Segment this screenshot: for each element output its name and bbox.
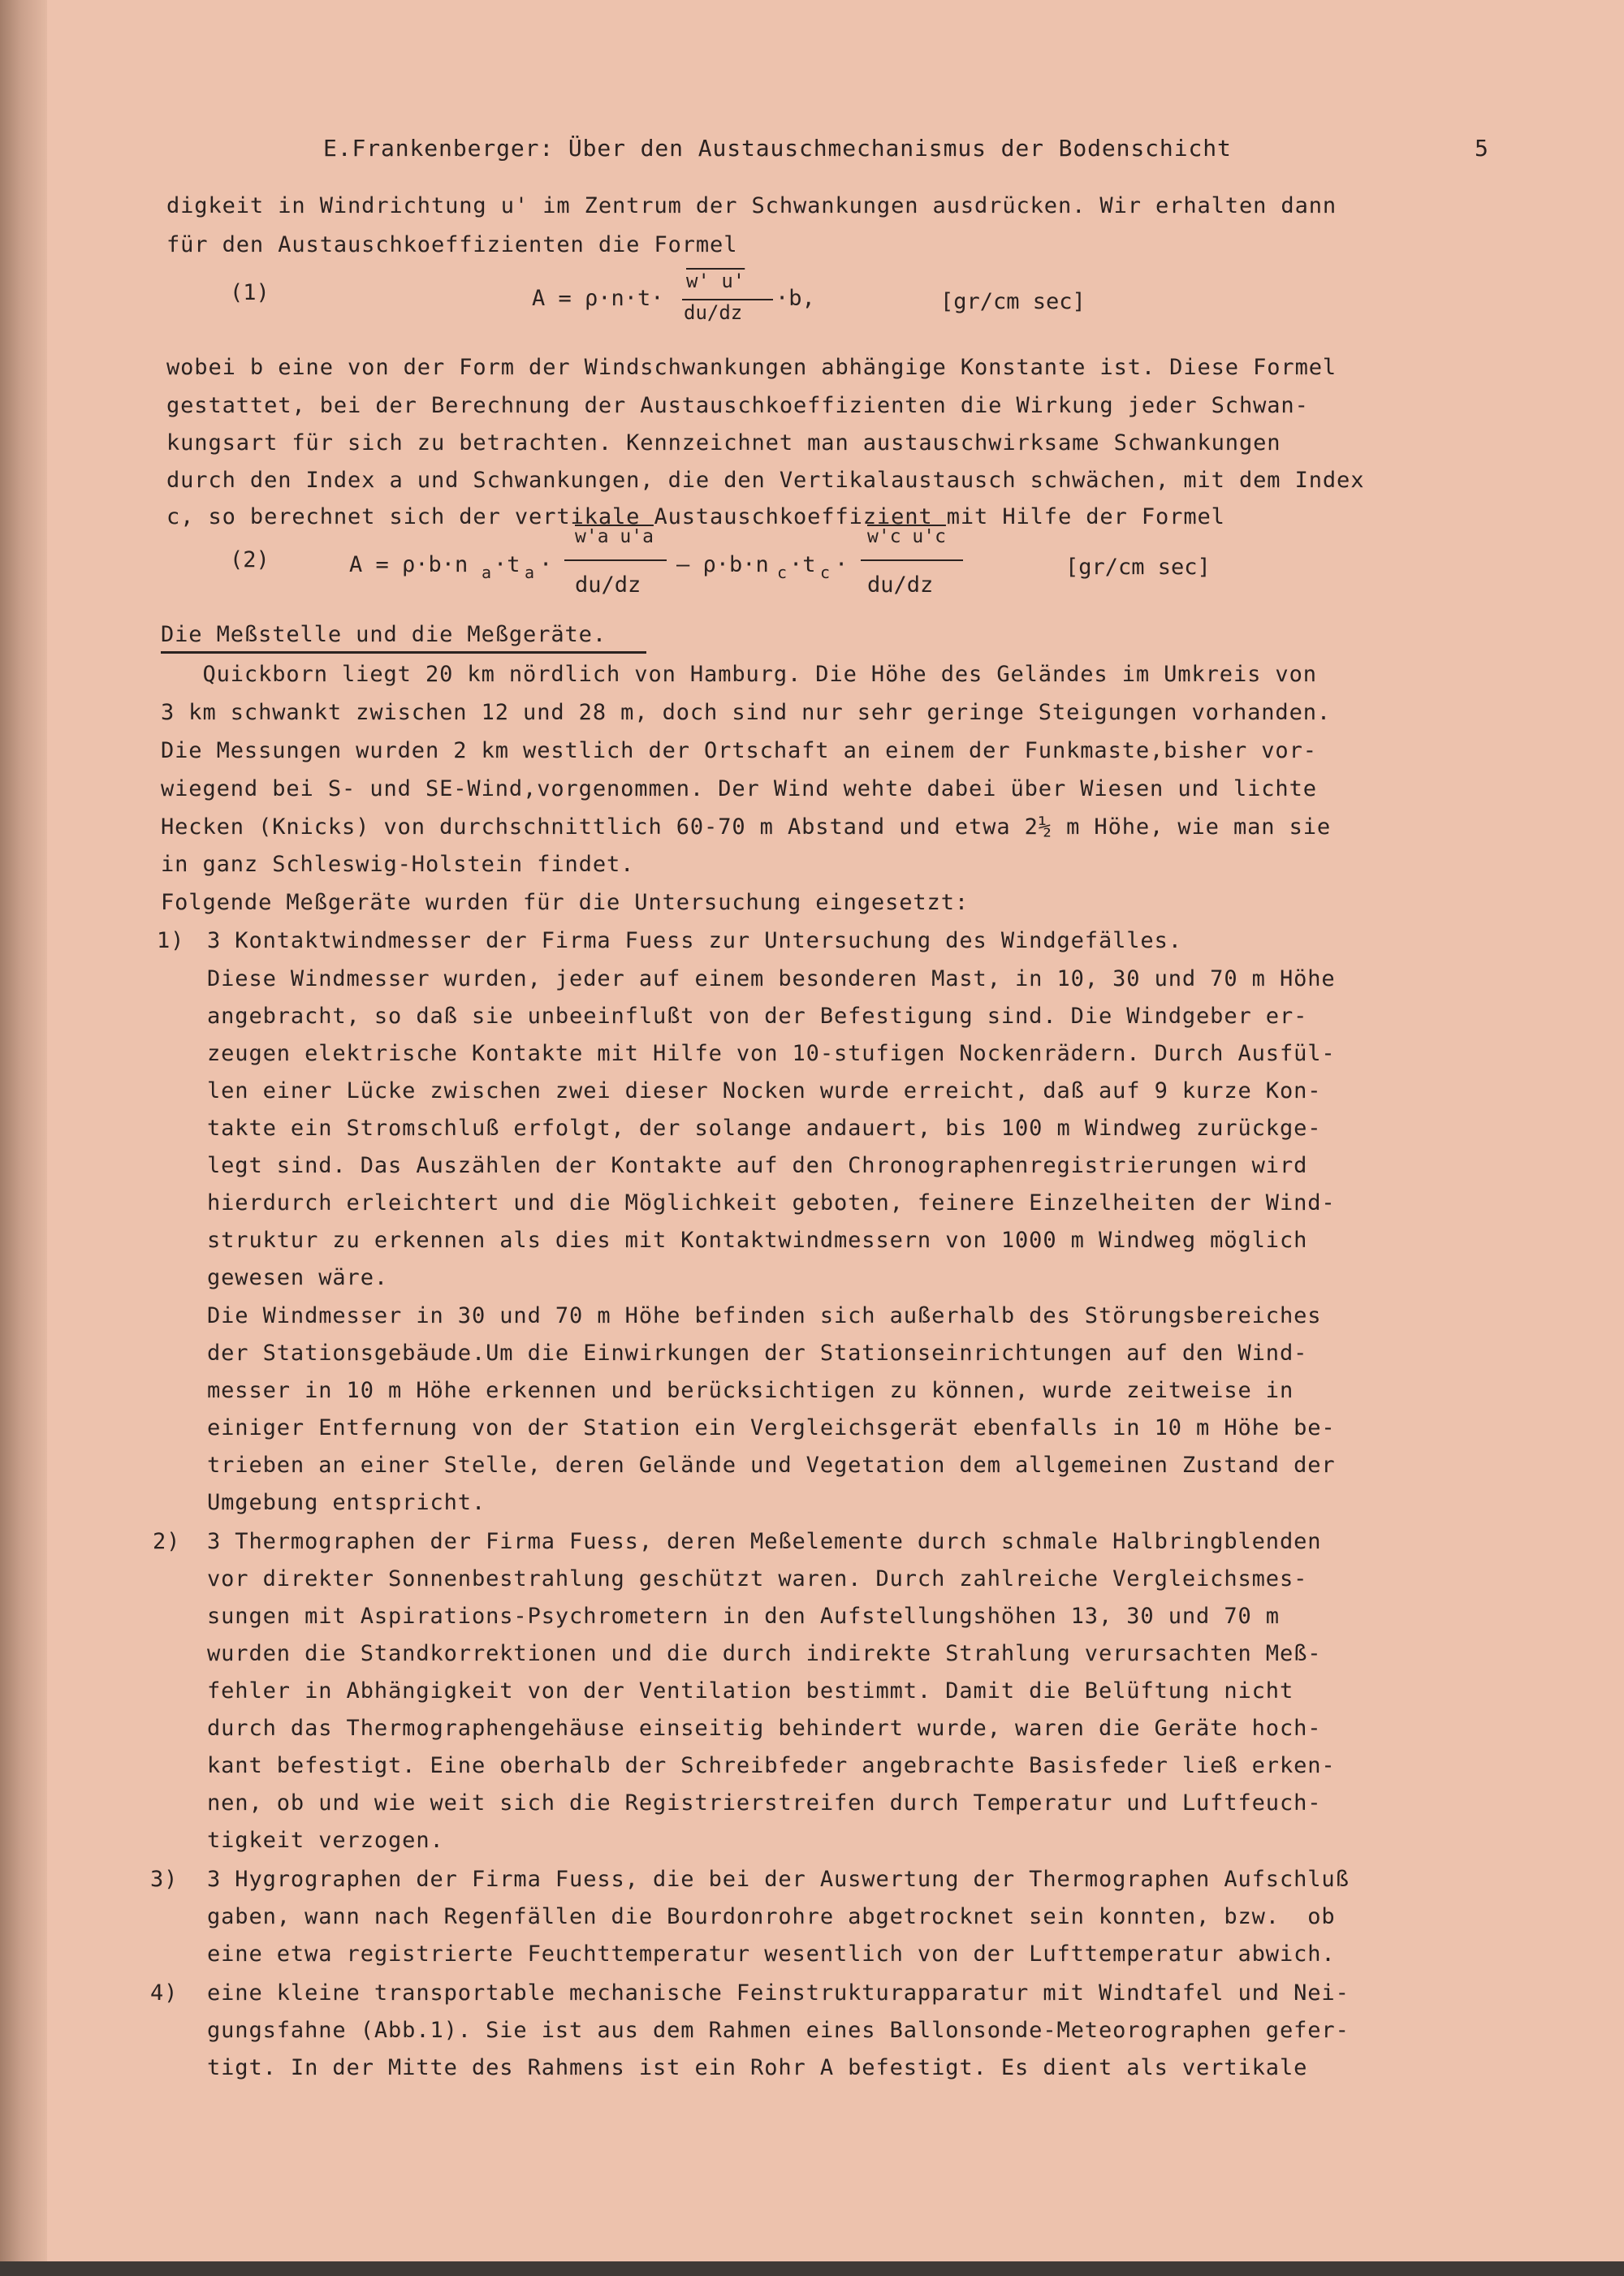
body-line: Quickborn liegt 20 km nördlich von Hamburg. Die Höhe des Geländes im Umkreis von: [161, 662, 1317, 687]
formula-2-fraction-bar-a: [564, 559, 667, 561]
list-line: kant befestigt. Eine oberhalb der Schreibfeder angebrachte Basisfeder ließ erken-: [207, 1753, 1336, 1778]
list-line: vor direkter Sonnenbestrahlung geschützt waren. Durch zahlreiche Vergleichsmes-: [207, 1566, 1308, 1591]
page-binding-edge: [0, 0, 47, 2276]
running-title: E.Frankenberger: Über den Austauschmechanismus der Bodenschicht: [323, 135, 1232, 162]
body-line: 3 km schwankt zwischen 12 und 28 m, doch sind nur sehr geringe Steigungen vorhanden.: [161, 700, 1332, 725]
list-line: der Stationsgebäude.Um die Einwirkungen der Stationseinrichtungen auf den Wind-: [207, 1341, 1308, 1366]
formula-2-dot: ·: [835, 552, 849, 577]
formula-1-tail: ·b,: [775, 286, 815, 311]
formula-2-t: ·t: [789, 552, 816, 577]
section-heading: Die Meßstelle und die Meßgeräte.: [161, 622, 607, 647]
section-heading-underline: [161, 651, 646, 654]
list-marker: 3): [150, 1867, 179, 1892]
list-line: tigt. In der Mitte des Rahmens ist ein Rohr A befestigt. Es dient als vertikale: [207, 2055, 1308, 2080]
list-marker: 4): [150, 1980, 179, 2006]
list-line: tigkeit verzogen.: [207, 1828, 444, 1853]
list-line: gewesen wäre.: [207, 1265, 389, 1290]
list-line: einiger Entfernung von der Station ein Vergleichsgerät ebenfalls in 10 m Höhe be-: [207, 1415, 1336, 1440]
list-line: takte ein Stromschluß erfolgt, der solange andauert, bis 100 m Windweg zurückge-: [207, 1116, 1322, 1141]
list-line: zeugen elektrische Kontakte mit Hilfe von 10-stufigen Nockenrädern. Durch Ausfül-: [207, 1041, 1336, 1066]
formula-1-unit: [gr/cm sec]: [940, 289, 1086, 314]
list-line: eine kleine transportable mechanische Feinstrukturapparatur mit Windtafel und Nei-: [207, 1980, 1350, 2006]
list-line: eine etwa registrierte Feuchttemperatur wesentlich von der Lufttemperatur abwich.: [207, 1941, 1336, 1967]
formula-1-number: (1): [230, 280, 270, 305]
body-line: kungsart für sich zu betrachten. Kennzeichnet man austauschwirksame Schwankungen: [166, 430, 1281, 456]
list-line: messer in 10 m Höhe erkennen und berücksichtigen zu können, wurde zeitweise in: [207, 1378, 1294, 1403]
formula-2-subscript: c: [820, 563, 831, 582]
formula-2-minus-term: – ρ·b·n: [676, 552, 769, 577]
formula-1-denominator: du/dz: [684, 301, 743, 324]
list-line: trieben an einer Stelle, deren Gelände und Vegetation dem allgemeinen Zustand der: [207, 1453, 1336, 1478]
body-line: wobei b eine von der Form der Windschwankungen abhängige Konstante ist. Diese Formel: [166, 355, 1337, 380]
body-line: Hecken (Knicks) von durchschnittlich 60-70 m Abstand und etwa 2½ m Höhe, wie man sie: [161, 814, 1332, 840]
list-marker: 1): [157, 928, 185, 953]
list-line: Diese Windmesser wurden, jeder auf einem besonderen Mast, in 10, 30 und 70 m Höhe: [207, 966, 1336, 991]
body-line: c, so berechnet sich der vertikale Austauschkoeffizient mit Hilfe der Formel: [166, 504, 1225, 529]
body-line: Die Messungen wurden 2 km westlich der Ortschaft an einem der Funkmaste,bisher vor-: [161, 738, 1317, 763]
list-line: 3 Hygrographen der Firma Fuess, die bei der Auswertung der Thermographen Aufschluß: [207, 1867, 1350, 1892]
formula-2-denominator-c: du/dz: [867, 572, 934, 598]
body-line: wiegend bei S- und SE-Wind,vorgenommen. Der Wind wehte dabei über Wiesen und lichte: [161, 776, 1317, 801]
formula-2-fraction-bar-c: [861, 559, 963, 561]
list-line: gungsfahne (Abb.1). Sie ist aus dem Rahmen eines Ballonsonde-Meteorographen gefer-: [207, 2018, 1350, 2043]
formula-2-unit: [gr/cm sec]: [1065, 555, 1211, 580]
formula-2-lhs: A = ρ·b·n: [349, 552, 469, 577]
list-line: nen, ob und wie weit sich die Registrierstreifen durch Temperatur und Luftfeuch-: [207, 1790, 1322, 1816]
list-line: fehler in Abhängigkeit von der Ventilation bestimmt. Damit die Belüftung nicht: [207, 1678, 1294, 1704]
formula-2-numerator-c: w'c u'c: [867, 526, 946, 547]
list-line: legt sind. Das Auszählen der Kontakte auf den Chronographenregistrierungen wird: [207, 1153, 1308, 1178]
page-bottom-edge: [0, 2261, 1624, 2276]
formula-1-numerator: w' u': [686, 270, 745, 292]
list-line: sungen mit Aspirations-Psychrometern in den Aufstellungshöhen 13, 30 und 70 m: [207, 1604, 1280, 1629]
list-marker: 2): [153, 1529, 181, 1554]
formula-2-t: ·t: [494, 552, 520, 577]
body-line: in ganz Schleswig-Holstein findet.: [161, 852, 635, 877]
list-line: gaben, wann nach Regenfällen die Bourdonrohre abgetrocknet sein konnten, bzw. ob: [207, 1904, 1336, 1929]
formula-2-numerator-a: w'a u'a: [575, 526, 654, 547]
formula-2-subscript: c: [777, 563, 788, 582]
formula-2-dot: ·: [539, 552, 553, 577]
body-line: gestattet, bei der Berechnung der Austauschkoeffizienten die Wirkung jeder Schwan-: [166, 393, 1309, 418]
body-line: Folgende Meßgeräte wurden für die Untersuchung eingesetzt:: [161, 890, 970, 915]
formula-2-denominator-a: du/dz: [575, 572, 641, 598]
list-line: Umgebung entspricht.: [207, 1490, 486, 1515]
list-line: struktur zu erkennen als dies mit Kontaktwindmessern von 1000 m Windweg möglich: [207, 1228, 1308, 1253]
list-line: wurden die Standkorrektionen und die durch indirekte Strahlung verursachten Meß-: [207, 1641, 1322, 1666]
list-line: angebracht, so daß sie unbeeinflußt von der Befestigung sind. Die Windgeber er-: [207, 1004, 1308, 1029]
list-line: durch das Thermographengehäuse einseitig behindert wurde, waren die Geräte hoch-: [207, 1716, 1322, 1741]
page-number: 5: [1475, 135, 1489, 162]
body-line: digkeit in Windrichtung u' im Zentrum der Schwankungen ausdrücken. Wir erhalten dann: [166, 193, 1337, 218]
list-line: 3 Thermographen der Firma Fuess, deren Meßelemente durch schmale Halbringblenden: [207, 1529, 1322, 1554]
list-line: len einer Lücke zwischen zwei dieser Nocken wurde erreicht, daß auf 9 kurze Kon-: [207, 1078, 1322, 1103]
body-line: durch den Index a und Schwankungen, die den Vertikalaustausch schwächen, mit dem Index: [166, 468, 1365, 493]
formula-2-subscript: a: [482, 563, 492, 582]
formula-2-number: (2): [230, 547, 270, 572]
formula-2-subscript: a: [525, 563, 535, 582]
list-line: hierdurch erleichtert und die Möglichkeit geboten, feinere Einzelheiten der Wind-: [207, 1190, 1336, 1216]
formula-1-lhs: A = ρ·n·t·: [532, 286, 664, 311]
list-line: Die Windmesser in 30 und 70 m Höhe befinden sich außerhalb des Störungsbereiches: [207, 1303, 1322, 1328]
body-line: für den Austauschkoeffizienten die Formel: [166, 232, 738, 257]
formula-1-fraction-bar: [682, 299, 773, 300]
list-line: 3 Kontaktwindmesser der Firma Fuess zur Untersuchung des Windgefälles.: [207, 928, 1182, 953]
